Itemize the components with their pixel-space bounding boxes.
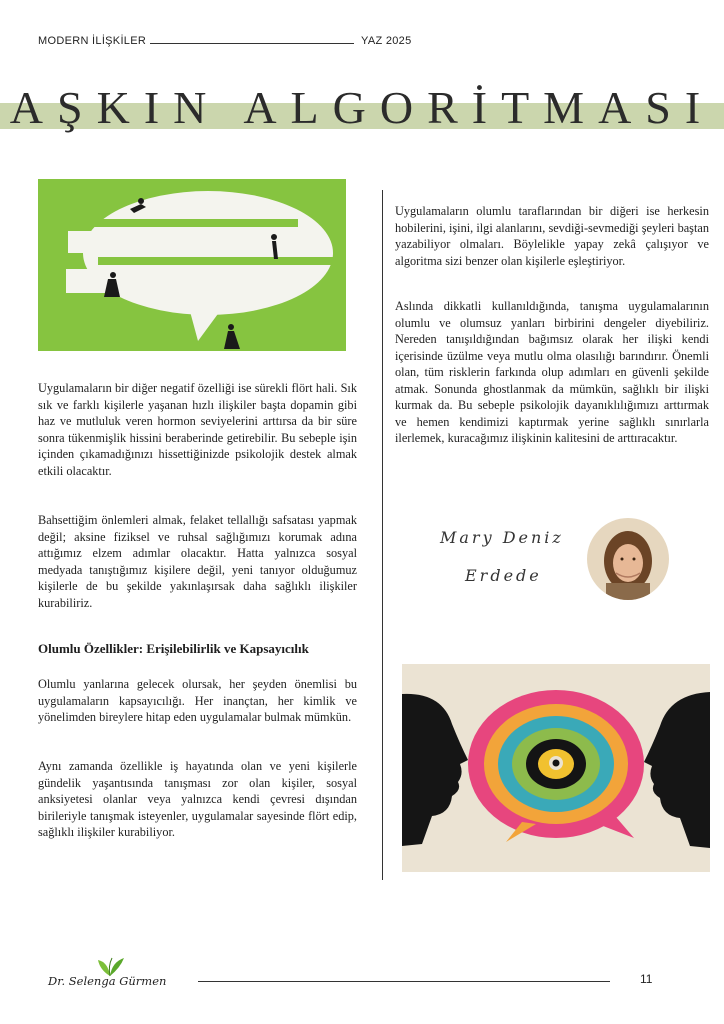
header-rule [150,43,354,44]
left-paragraph-2: Bahsettiğim önlemleri almak, felaket tellallığı safsatası yapmak değil; aksine fiziksel ve ruhsal sağlığımızı korumak adına attığımız elzem adımlar olacaktır. Hatta yalnızca sosyal medyada tanıştığımız kişilere değil, yeni tanıyor olduğumuz kişilerle de bu şekilde yakınlaşırsak daha sağlıklı ilişkiler kurabiliriz. [38,513,357,610]
logo-text: Dr. Selenga Gürmen [48,974,167,988]
column-divider [382,190,383,880]
magazine-section-label: MODERN İLİŞKİLER [38,35,147,47]
page-number: 11 [640,972,653,986]
conversation-illustration [402,664,710,872]
article-title: AŞKIN ALGORİTMASI [9,82,715,133]
left-paragraph-3: Olumlu yanlarına gelecek olursak, her şeyden önemlisi bu uygulamaların kapsayıcılığı. Her inançtan, her kimlik ve yönelimden bireylere hitap eden uygulamalar bulmak mümkün. [38,677,357,724]
author-first-line: Mary Deniz [440,528,564,547]
right-paragraph-2: Aslında dikkatli kullanıldığında, tanışma uygulamalarının olumlu ve olumsuz yanları birbirini dengeler diyebiliriz. Nereden tanışıldığından bağımsız olarak her ilişki kendi içerisinde üzülme veya mutlu olma olasılığı barındırır. Önemli olan, tüm risklerin farkında olup adımları en güvenli şekilde atmak. Sonunda ghostlanmak da mümkün, sağlıklı bir ilişki kurmak da. Bu sebeple psikolojik dayanıklılığımızı arttırmak ve hemen kendimizi kaptırmak yerine sağlıklı sınırlarla ilerlemek, kuracağımız ilişkinin kalitesini de arttıracaktır. [395,299,709,445]
footer-logo [48,956,178,996]
author-second-line: Erdede [465,566,542,585]
speech-bubble-illustration [38,179,346,351]
right-paragraph-1: Uygulamaların olumlu taraflarından bir diğeri ise herkesin hobilerini, işini, ilgi alanlarını, sevdiği-sevmediği şeyleri baştan yazabiliyor olmaları. Böylelikle yapay zekâ çalışıyor ve algoritma sizi benzer olan kişilerle eşleştiriyor. [395,204,709,268]
issue-label: YAZ 2025 [361,35,412,47]
left-paragraph-4: Aynı zamanda özellikle iş hayatında olan ve yeni kişilerle gündelik yaşantısında tanışması zor olan kişiler, sosyal anksiyetesi olanlar veya yalnızca kendi çevresi dışından birileriyle tanışmak isteyenler, uygulamalar sayesinde flört edip, sağlıklı ilişkiler kurabiliyor. [38,759,357,839]
author-portrait [586,517,670,601]
left-paragraph-1: Uygulamaların bir diğer negatif özelliği ise sürekli flört hali. Sık sık ve farklı kişilerle yaşanan hızlı ilişkiler başta dopamin gibi haz ve mutluluk veren hormon seviyelerini arttırsa da bir süre sonra tükenmişlik hissini beraberinde getirebilir. Bu sebeple işin içinden çıkamadığınızı hissettiğinizde psikolojik destek almak etkili olacaktır. [38,381,357,478]
section-heading: Olumlu Özellikler: Erişilebilirlik ve Kapsayıcılık [38,641,309,656]
footer-rule [198,981,610,982]
